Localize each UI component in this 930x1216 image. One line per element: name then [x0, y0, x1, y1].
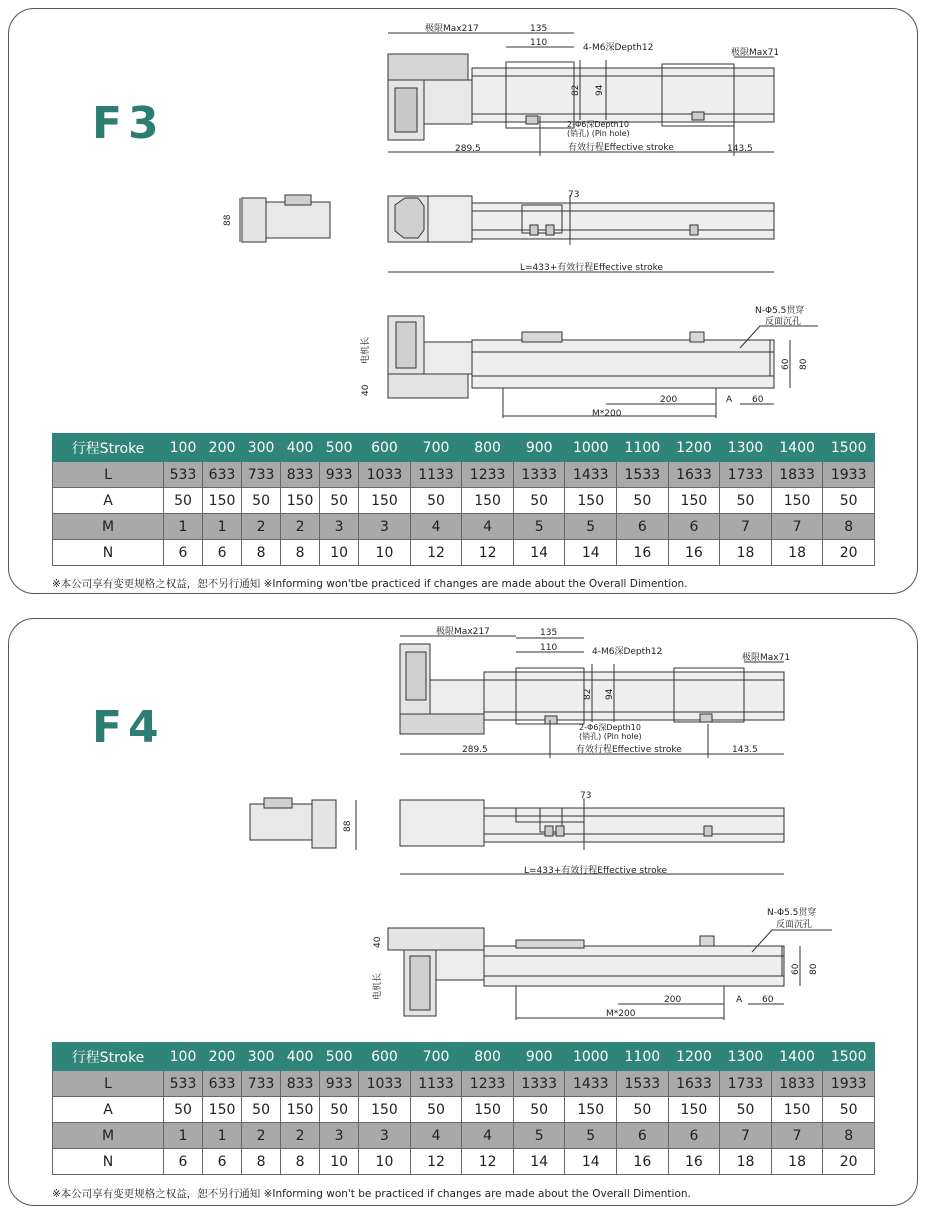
dim-110: 110	[530, 38, 548, 48]
table-header-row	[53, 434, 875, 462]
header-cell: 800	[462, 434, 514, 462]
disclaimer-note-f4: ※本公司享有变更规格之权益，恕不另行通知 ※Informing won't be practiced if changes are made about the Overall Dimention.	[52, 1188, 691, 1200]
table-cell: 150	[281, 488, 320, 514]
table-cell: 1833	[771, 1071, 823, 1097]
header-cell: 1400	[771, 1043, 823, 1071]
row-label: M	[53, 514, 164, 540]
table-cell: 4	[410, 1123, 462, 1149]
header-cell: 1100	[617, 434, 669, 462]
table-cell: 733	[242, 1071, 281, 1097]
table-cell: 50	[320, 1097, 359, 1123]
table-row-l	[53, 1071, 875, 1097]
dim-m200: M*200	[592, 409, 622, 419]
header-cell: 1000	[565, 434, 617, 462]
table-cell: 50	[513, 1097, 565, 1123]
table-cell: 1433	[565, 1071, 617, 1097]
table-cell: 933	[320, 462, 359, 488]
dim-82: 82	[583, 688, 593, 700]
table-cell: 150	[771, 1097, 823, 1123]
row-label: N	[53, 540, 164, 566]
table-cell: 1333	[513, 462, 565, 488]
header-cell: 800	[462, 1043, 514, 1071]
motor-length: 电机长	[373, 972, 383, 1000]
dim-a: A	[736, 995, 743, 1005]
table-row-a	[53, 488, 875, 514]
header-cell: 300	[242, 434, 281, 462]
table-cell: 4	[410, 514, 462, 540]
header-cell: 900	[513, 434, 565, 462]
dim-40: 40	[361, 384, 371, 396]
table-cell: 1733	[720, 1071, 772, 1097]
table-cell: 1333	[513, 1071, 565, 1097]
table-cell: 14	[565, 540, 617, 566]
table-cell: 7	[720, 1123, 772, 1149]
dim-110: 110	[540, 643, 558, 653]
table-cell: 1233	[462, 462, 514, 488]
row-label: L	[53, 1071, 164, 1097]
drawing-f4	[0, 610, 930, 1030]
table-cell: 1133	[410, 462, 462, 488]
table-cell: 50	[823, 1097, 875, 1123]
table-cell: 6	[617, 514, 669, 540]
table-cell: 150	[281, 1097, 320, 1123]
table-cell: 150	[668, 488, 720, 514]
dim-80: 80	[809, 963, 819, 975]
table-header-row	[53, 1043, 875, 1071]
dim-max217: 极限Max217	[425, 24, 479, 34]
table-cell: 150	[203, 488, 242, 514]
table-cell: 8	[242, 540, 281, 566]
header-cell: 1400	[771, 434, 823, 462]
table-cell: 3	[359, 514, 411, 540]
header-cell: 1100	[617, 1043, 669, 1071]
dim-200: 200	[664, 995, 682, 1005]
dim-60-horizontal: 60	[752, 395, 764, 405]
table-cell: 1233	[462, 1071, 514, 1097]
table-cell: 6	[164, 540, 203, 566]
table-cell: 1033	[359, 1071, 411, 1097]
table-cell: 50	[823, 488, 875, 514]
header-cell: 400	[281, 434, 320, 462]
hole-note-2: 反面沉孔	[776, 920, 813, 930]
header-cell: 900	[513, 1043, 565, 1071]
table-cell: 533	[164, 462, 203, 488]
table-cell: 20	[823, 540, 875, 566]
header-cell: 300	[242, 1043, 281, 1071]
table-cell: 8	[242, 1149, 281, 1175]
header-cell: 400	[281, 1043, 320, 1071]
table-cell: 733	[242, 462, 281, 488]
table-cell: 8	[281, 1149, 320, 1175]
header-cell: 1500	[823, 434, 875, 462]
dim-289: 289.5	[462, 745, 488, 755]
table-cell: 7	[771, 514, 823, 540]
dim-82: 82	[571, 84, 581, 96]
table-cell: 150	[565, 1097, 617, 1123]
pin-note-1: 2-Φ6深Depth10	[567, 120, 629, 129]
table-cell: 150	[462, 1097, 514, 1123]
table-cell: 150	[462, 488, 514, 514]
header-cell: 1300	[720, 1043, 772, 1071]
table-cell: 7	[771, 1123, 823, 1149]
table-cell: 1	[203, 514, 242, 540]
table-row-l	[53, 462, 875, 488]
table-cell: 2	[281, 1123, 320, 1149]
table-cell: 5	[565, 514, 617, 540]
table-cell: 50	[164, 488, 203, 514]
table-cell: 50	[410, 1097, 462, 1123]
dim-40: 40	[373, 936, 383, 948]
model-title-f3: F3	[92, 98, 165, 149]
row-label: L	[53, 462, 164, 488]
pin-note-2: (销孔) (Pin hole)	[579, 732, 642, 741]
table-cell: 8	[823, 1123, 875, 1149]
table-cell: 12	[410, 1149, 462, 1175]
table-cell: 3	[320, 514, 359, 540]
dim-60-horizontal: 60	[762, 995, 774, 1005]
dim-94: 94	[605, 688, 615, 700]
table-cell: 1633	[668, 462, 720, 488]
table-cell: 5	[513, 514, 565, 540]
table-cell: 1833	[771, 462, 823, 488]
table-cell: 1633	[668, 1071, 720, 1097]
dim-135: 135	[530, 24, 548, 34]
disclaimer-note-f3: ※本公司享有变更规格之权益，恕不另行通知 ※Informing won'tbe practiced if changes are made about the Overall Dimention.	[52, 578, 688, 590]
table-cell: 6	[668, 514, 720, 540]
table-cell: 12	[462, 540, 514, 566]
header-cell: 100	[164, 1043, 203, 1071]
header-cell: 500	[320, 434, 359, 462]
dim-94: 94	[595, 84, 605, 96]
dim-max71: 极限Max71	[742, 653, 791, 663]
table-cell: 50	[320, 488, 359, 514]
header-cell: 500	[320, 1043, 359, 1071]
header-cell: 700	[410, 1043, 462, 1071]
table-cell: 150	[359, 488, 411, 514]
dim-60-vertical: 60	[791, 963, 801, 975]
header-cell: 600	[359, 1043, 411, 1071]
pin-note-1: 2-Φ6深Depth10	[579, 723, 641, 732]
dim-80: 80	[799, 358, 809, 370]
table-cell: 6	[203, 1149, 242, 1175]
row-label: A	[53, 1097, 164, 1123]
dim-m200: M*200	[606, 1009, 636, 1019]
model-title-f4: F4	[92, 702, 165, 753]
table-cell: 1133	[410, 1071, 462, 1097]
table-cell: 50	[617, 1097, 669, 1123]
table-cell: 18	[720, 540, 772, 566]
table-cell: 50	[720, 488, 772, 514]
hole-note-2: 反面沉孔	[765, 317, 802, 327]
dim-88: 88	[223, 214, 233, 226]
table-cell: 833	[281, 1071, 320, 1097]
table-cell: 50	[513, 488, 565, 514]
dim-289: 289.5	[455, 144, 481, 154]
table-cell: 8	[281, 540, 320, 566]
pin-note-2: (销孔) (Pin hole)	[567, 129, 630, 138]
row-label: M	[53, 1123, 164, 1149]
table-cell: 7	[720, 514, 772, 540]
table-cell: 1533	[617, 1071, 669, 1097]
table-cell: 10	[320, 540, 359, 566]
dim-200: 200	[660, 395, 678, 405]
table-cell: 12	[462, 1149, 514, 1175]
table-cell: 633	[203, 1071, 242, 1097]
header-cell: 1200	[668, 1043, 720, 1071]
table-cell: 50	[242, 1097, 281, 1123]
header-cell: 1300	[720, 434, 772, 462]
table-cell: 10	[359, 540, 411, 566]
table-cell: 150	[771, 488, 823, 514]
table-cell: 16	[668, 1149, 720, 1175]
dim-60-vertical: 60	[781, 358, 791, 370]
table-cell: 14	[565, 1149, 617, 1175]
table-cell: 2	[242, 514, 281, 540]
table-cell: 8	[823, 514, 875, 540]
table-cell: 6	[668, 1123, 720, 1149]
stroke-label: 有效行程Effective stroke	[576, 745, 682, 755]
table-cell: 3	[320, 1123, 359, 1149]
dim-max217: 极限Max217	[436, 627, 490, 637]
header-cell: 1500	[823, 1043, 875, 1071]
motor-length: 电机长	[361, 336, 371, 364]
table-cell: 12	[410, 540, 462, 566]
table-cell: 1933	[823, 462, 875, 488]
dim-143: 143.5	[727, 144, 753, 154]
dim-max71: 极限Max71	[731, 48, 780, 58]
table-cell: 20	[823, 1149, 875, 1175]
dim-73: 73	[568, 190, 580, 200]
table-cell: 1433	[565, 462, 617, 488]
table-cell: 6	[617, 1123, 669, 1149]
table-row-n	[53, 1149, 875, 1175]
table-cell: 50	[410, 488, 462, 514]
table-cell: 1733	[720, 462, 772, 488]
header-cell: 200	[203, 1043, 242, 1071]
table-cell: 6	[164, 1149, 203, 1175]
table-cell: 150	[565, 488, 617, 514]
spec-table-f3	[52, 433, 875, 566]
row-label: A	[53, 488, 164, 514]
table-cell: 4	[462, 1123, 514, 1149]
total-length: L=433+有效行程Effective stroke	[524, 866, 668, 876]
header-cell: 100	[164, 434, 203, 462]
table-cell: 1	[203, 1123, 242, 1149]
table-cell: 150	[203, 1097, 242, 1123]
table-cell: 10	[320, 1149, 359, 1175]
table-cell: 18	[720, 1149, 772, 1175]
table-cell: 50	[164, 1097, 203, 1123]
table-cell: 14	[513, 540, 565, 566]
table-cell: 1	[164, 514, 203, 540]
tap-note: 4-M6深Depth12	[592, 647, 663, 657]
stroke-label: 有效行程Effective stroke	[568, 143, 674, 153]
dim-88: 88	[343, 820, 353, 832]
table-cell: 1033	[359, 462, 411, 488]
hole-note-1: N-Φ5.5贯穿	[767, 908, 817, 918]
table-cell: 933	[320, 1071, 359, 1097]
table-cell: 3	[359, 1123, 411, 1149]
total-length: L=433+有效行程Effective stroke	[520, 263, 664, 273]
header-cell: 700	[410, 434, 462, 462]
table-cell: 1933	[823, 1071, 875, 1097]
table-cell: 5	[513, 1123, 565, 1149]
dim-a: A	[726, 395, 733, 405]
header-cell: 行程Stroke	[53, 1043, 164, 1071]
table-cell: 633	[203, 462, 242, 488]
dim-135: 135	[540, 628, 558, 638]
table-cell: 2	[242, 1123, 281, 1149]
header-cell: 600	[359, 434, 411, 462]
header-cell: 200	[203, 434, 242, 462]
table-cell: 10	[359, 1149, 411, 1175]
table-cell: 5	[565, 1123, 617, 1149]
drawing-f3	[0, 0, 930, 420]
header-cell: 行程Stroke	[53, 434, 164, 462]
hole-note-1: N-Φ5.5贯穿	[755, 306, 805, 316]
table-row-a	[53, 1097, 875, 1123]
table-cell: 18	[771, 1149, 823, 1175]
table-cell: 1	[164, 1123, 203, 1149]
table-cell: 50	[617, 488, 669, 514]
table-cell: 50	[242, 488, 281, 514]
row-label: N	[53, 1149, 164, 1175]
tap-note: 4-M6深Depth12	[583, 43, 654, 53]
dim-143: 143.5	[732, 745, 758, 755]
table-cell: 18	[771, 540, 823, 566]
table-cell: 14	[513, 1149, 565, 1175]
spec-table-f4	[52, 1042, 875, 1175]
table-cell: 16	[617, 1149, 669, 1175]
table-cell: 4	[462, 514, 514, 540]
table-cell: 1533	[617, 462, 669, 488]
table-cell: 533	[164, 1071, 203, 1097]
table-cell: 833	[281, 462, 320, 488]
table-cell: 6	[203, 540, 242, 566]
table-cell: 16	[617, 540, 669, 566]
table-row-n	[53, 540, 875, 566]
table-row-m	[53, 1123, 875, 1149]
table-row-m	[53, 514, 875, 540]
table-cell: 16	[668, 540, 720, 566]
table-cell: 50	[720, 1097, 772, 1123]
table-cell: 150	[668, 1097, 720, 1123]
header-cell: 1000	[565, 1043, 617, 1071]
dim-73: 73	[580, 791, 592, 801]
table-cell: 150	[359, 1097, 411, 1123]
header-cell: 1200	[668, 434, 720, 462]
table-cell: 2	[281, 514, 320, 540]
